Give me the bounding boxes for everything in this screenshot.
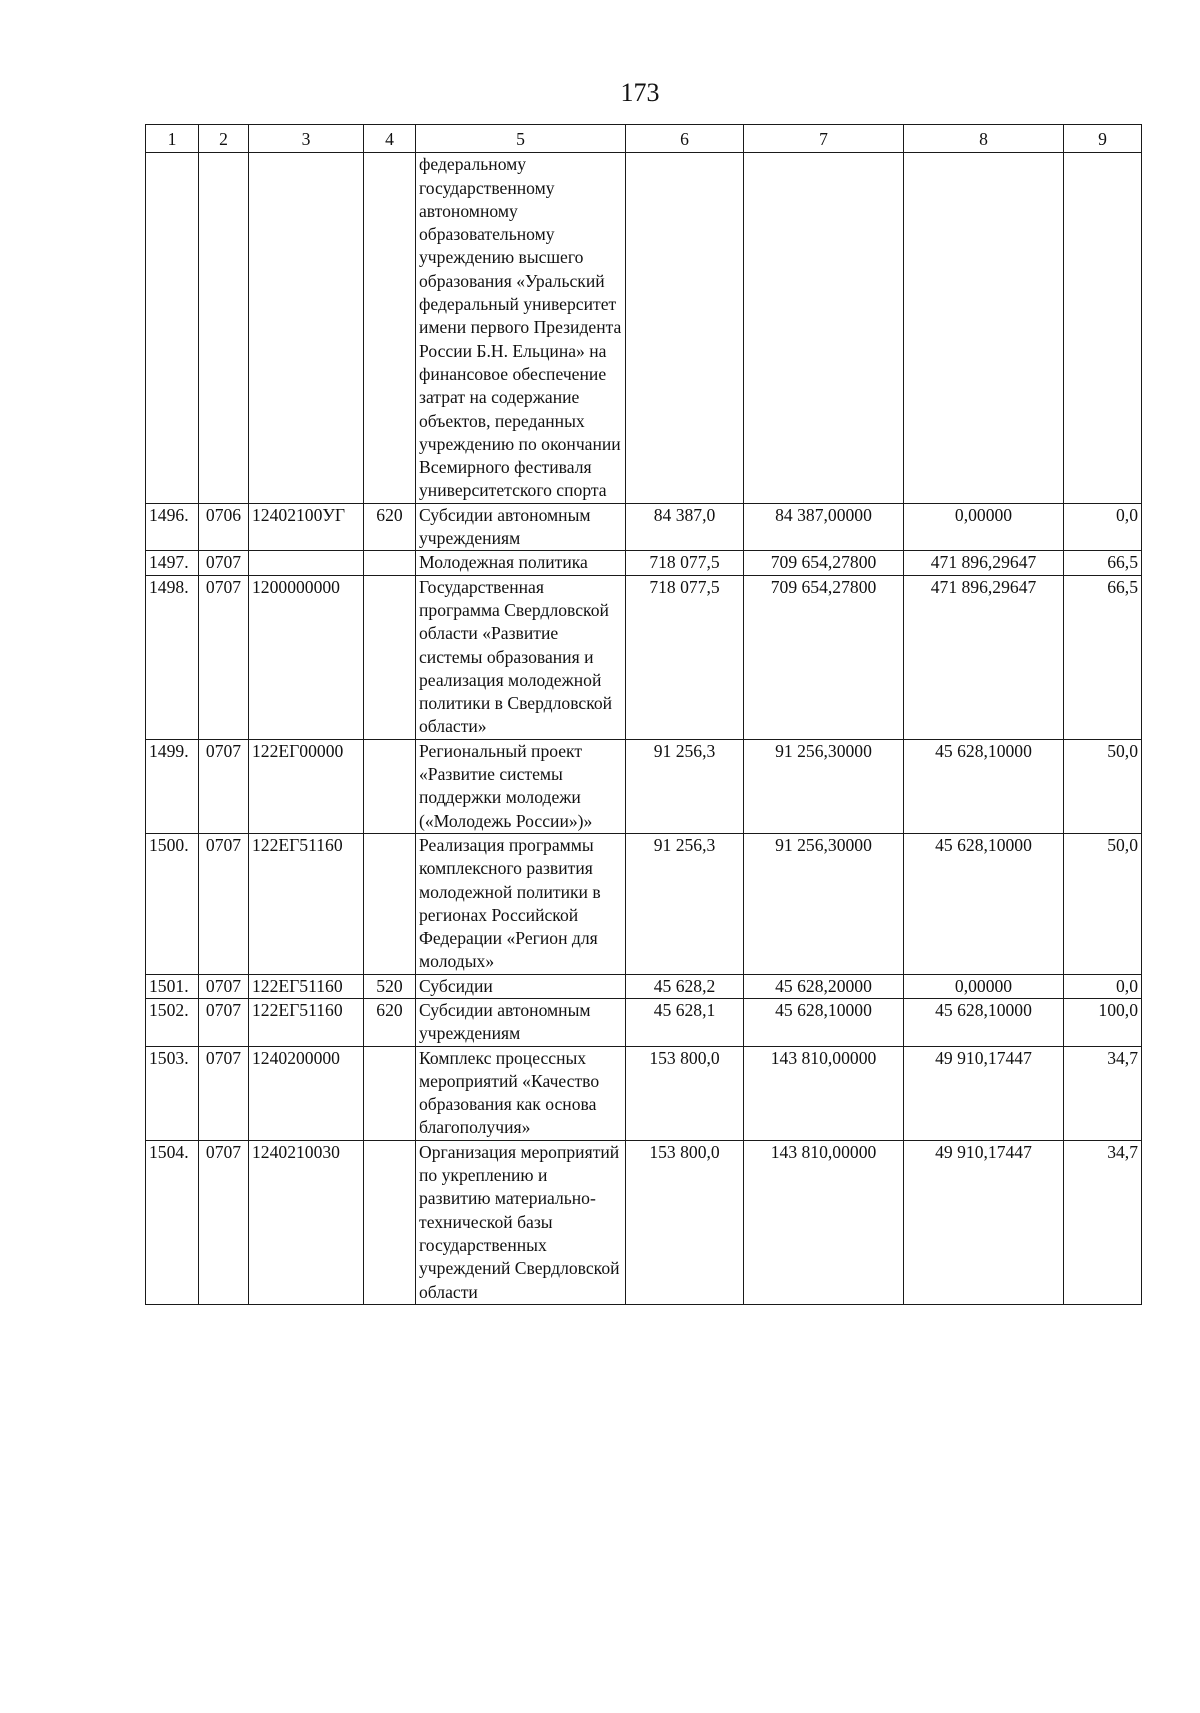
expense-type: 620 (364, 998, 416, 1046)
percent-col9: 66,5 (1064, 575, 1142, 739)
value-col6: 153 800,0 (626, 1140, 744, 1304)
item-name: Субсидии (416, 974, 626, 998)
column-header: 4 (364, 125, 416, 153)
table-row (146, 153, 1142, 503)
table-row (146, 833, 1142, 974)
row-number: 1496. (146, 503, 199, 551)
column-header: 7 (744, 125, 904, 153)
column-header: 9 (1064, 125, 1142, 153)
section-code: 0707 (199, 974, 249, 998)
percent-col9: 0,0 (1064, 503, 1142, 551)
section-code (199, 153, 249, 503)
value-col7: 143 810,00000 (744, 1046, 904, 1140)
row-number: 1504. (146, 1140, 199, 1304)
table-row (146, 974, 1142, 998)
value-col6: 45 628,1 (626, 998, 744, 1046)
value-col6: 84 387,0 (626, 503, 744, 551)
value-col6: 91 256,3 (626, 833, 744, 974)
target-code (249, 153, 364, 503)
target-code: 12402100УГ (249, 503, 364, 551)
section-code: 0707 (199, 575, 249, 739)
value-col8: 45 628,10000 (904, 739, 1064, 833)
item-name: Организация мероприятий по укреплению и развитию материально-технической базы государственных учреждений Свердловской области (416, 1140, 626, 1304)
value-col7: 91 256,30000 (744, 833, 904, 974)
expense-type (364, 1140, 416, 1304)
budget-table (145, 124, 1142, 1305)
value-col7 (744, 153, 904, 503)
column-header: 5 (416, 125, 626, 153)
value-col8: 45 628,10000 (904, 833, 1064, 974)
expense-type (364, 575, 416, 739)
value-col6: 718 077,5 (626, 551, 744, 575)
column-header: 1 (146, 125, 199, 153)
table-row (146, 998, 1142, 1046)
section-code: 0706 (199, 503, 249, 551)
expense-type (364, 1046, 416, 1140)
column-header: 2 (199, 125, 249, 153)
page-number: 173 (620, 78, 660, 107)
percent-col9: 66,5 (1064, 551, 1142, 575)
section-code: 0707 (199, 1140, 249, 1304)
target-code (249, 551, 364, 575)
value-col7: 709 654,27800 (744, 551, 904, 575)
table-row (146, 1046, 1142, 1140)
target-code: 1200000000 (249, 575, 364, 739)
value-col7: 91 256,30000 (744, 739, 904, 833)
column-header: 6 (626, 125, 744, 153)
value-col8 (904, 153, 1064, 503)
value-col6: 45 628,2 (626, 974, 744, 998)
section-code: 0707 (199, 998, 249, 1046)
table-row (146, 503, 1142, 551)
expense-type (364, 551, 416, 575)
table-row (146, 1140, 1142, 1304)
item-name: Комплекс процессных мероприятий «Качество образования как основа благополучия» (416, 1046, 626, 1140)
percent-col9: 34,7 (1064, 1046, 1142, 1140)
percent-col9: 0,0 (1064, 974, 1142, 998)
row-number: 1498. (146, 575, 199, 739)
item-name: Государственная программа Свердловской области «Развитие системы образования и реализация молодежной политики в Свердловской области» (416, 575, 626, 739)
column-header: 3 (249, 125, 364, 153)
item-name: Реализация программы комплексного развития молодежной политики в регионах Российской Федерации «Регион для молодых» (416, 833, 626, 974)
section-code: 0707 (199, 739, 249, 833)
section-code: 0707 (199, 1046, 249, 1140)
row-number: 1503. (146, 1046, 199, 1140)
percent-col9: 50,0 (1064, 833, 1142, 974)
value-col7: 143 810,00000 (744, 1140, 904, 1304)
value-col7: 45 628,20000 (744, 974, 904, 998)
value-col8: 0,00000 (904, 974, 1064, 998)
target-code: 122ЕГ51160 (249, 833, 364, 974)
row-number: 1501. (146, 974, 199, 998)
value-col6: 153 800,0 (626, 1046, 744, 1140)
value-col8: 49 910,17447 (904, 1140, 1064, 1304)
target-code: 122ЕГ51160 (249, 974, 364, 998)
expense-type (364, 153, 416, 503)
value-col8: 45 628,10000 (904, 998, 1064, 1046)
value-col6 (626, 153, 744, 503)
value-col8: 471 896,29647 (904, 551, 1064, 575)
expense-type (364, 833, 416, 974)
target-code: 122ЕГ51160 (249, 998, 364, 1046)
row-number (146, 153, 199, 503)
value-col8: 0,00000 (904, 503, 1064, 551)
value-col7: 709 654,27800 (744, 575, 904, 739)
value-col6: 91 256,3 (626, 739, 744, 833)
target-code: 122ЕГ00000 (249, 739, 364, 833)
row-number: 1499. (146, 739, 199, 833)
expense-type: 620 (364, 503, 416, 551)
header-row (146, 125, 1142, 153)
target-code: 1240210030 (249, 1140, 364, 1304)
percent-col9: 100,0 (1064, 998, 1142, 1046)
expense-type (364, 739, 416, 833)
item-name: Субсидии автономным учреждениям (416, 998, 626, 1046)
percent-col9 (1064, 153, 1142, 503)
row-number: 1497. (146, 551, 199, 575)
value-col6: 718 077,5 (626, 575, 744, 739)
row-number: 1502. (146, 998, 199, 1046)
row-number: 1500. (146, 833, 199, 974)
item-name: Региональный проект «Развитие системы поддержки молодежи («Молодежь России»)» (416, 739, 626, 833)
item-name: Молодежная политика (416, 551, 626, 575)
percent-col9: 34,7 (1064, 1140, 1142, 1304)
section-code: 0707 (199, 551, 249, 575)
table-row (146, 739, 1142, 833)
value-col8: 471 896,29647 (904, 575, 1064, 739)
value-col7: 84 387,00000 (744, 503, 904, 551)
item-name: Субсидии автономным учреждениям (416, 503, 626, 551)
table-row (146, 575, 1142, 739)
column-header: 8 (904, 125, 1064, 153)
target-code: 1240200000 (249, 1046, 364, 1140)
expense-type: 520 (364, 974, 416, 998)
value-col7: 45 628,10000 (744, 998, 904, 1046)
section-code: 0707 (199, 833, 249, 974)
percent-col9: 50,0 (1064, 739, 1142, 833)
table-row (146, 551, 1142, 575)
value-col8: 49 910,17447 (904, 1046, 1064, 1140)
item-name: федеральному государственному автономному образовательному учреждению высшего образования «Уральский федеральный университет имени первого Президента России Б.Н. Ельцина» на финансовое обеспечение затрат на содержание объектов, переданных учреждению по окончании Всемирного фестиваля университетского спорта (416, 153, 626, 503)
